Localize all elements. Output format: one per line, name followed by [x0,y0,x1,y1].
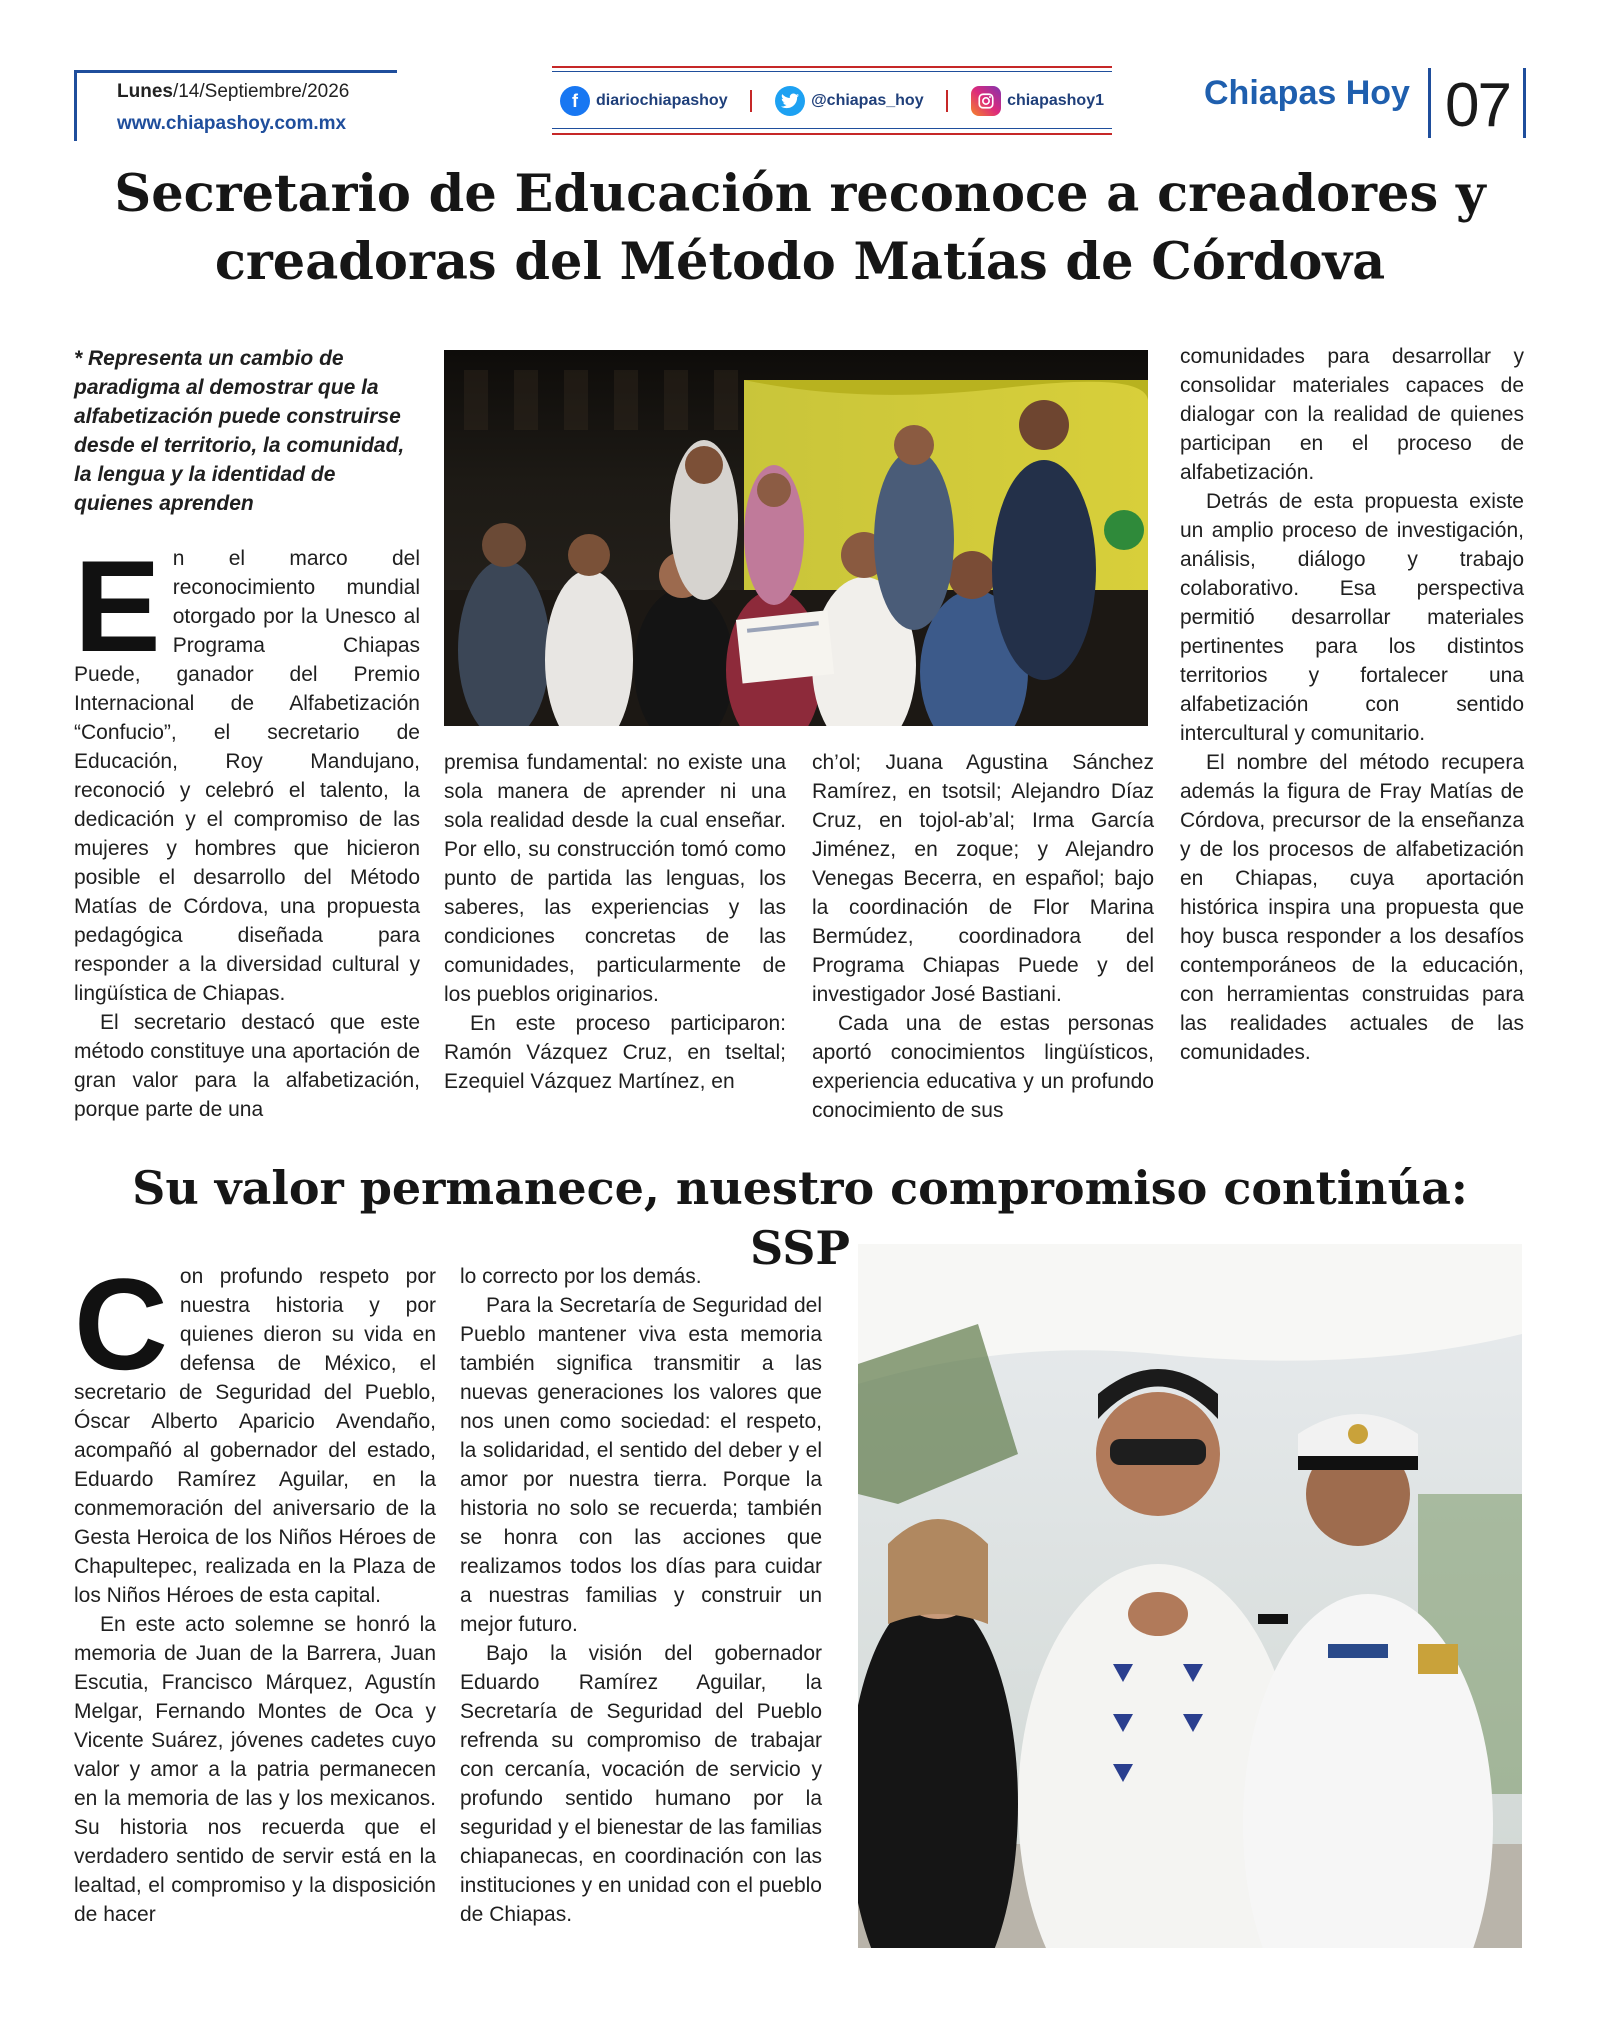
article1-paragraph: Cada una de estas personas aportó conocimientos lingüísticos, experiencia educativa y un profundo conocimiento de sus [812,1012,1154,1122]
article2-paragraph: on profundo respeto por nuestra historia y por quienes dieron su vida en defensa de México, el secretario de Seguridad del Pueblo, Óscar Alberto Aparicio Avendaño, acompañó al gobernador del estado, Eduardo Ramírez Aguilar, en la conmemoración del aniversario de la Gesta Heroica de los Niños Héroes de Chapultepec, realizada en la Plaza de los Niños Héroes de esta capital. [74,1265,436,1607]
article1-headline [90,160,1510,296]
twitter-link[interactable]: @chiapas_hoy [775,86,924,116]
article1-paragraph: El nombre del método recupera además la figura de Fray Matías de Córdova, precursor de la enseñanza y de los procesos de alfabetización en Chiapas, cuya aportación histórica inspira una propuesta que hoy busca responder a los desafíos contemporáneos de la educación, con herramientas construidas para las realidades actuales de las comunidades. [1180,751,1524,1064]
article1-drop-cap: E [74,533,161,679]
article2-column-1 [74,1251,436,1929]
article1-paragraph: Detrás de esta propuesta existe un amplio proceso de investigación, análisis, diálogo y trabajo colaborativo. Esa perspectiva permitió desarrollar materiales pertinentes para los distintos territorios y fortalecer una alfabetización con sentido intercultural y comunitario. [1180,490,1524,745]
social-separator [750,90,752,112]
article2-paragraph: Bajo la visión del gobernador Eduardo Ramírez Aguilar, la Secretaría de Seguridad del Pueblo refrenda su compromiso de trabajar con cercanía, vocación de servicio y profundo sentido humano por la seguridad y el bienestar de las familias chiapanecas, en coordinación con las instituciones y en unidad con el pueblo de Chiapas. [460,1642,822,1926]
article1-column-3 [812,748,1154,1125]
social-separator [946,90,948,112]
article1-column-1 [74,533,420,1124]
issue-date: Lunes/14/Septiembre/2026 [117,81,350,102]
article1-headline-line1: Secretario de Educación reconoce a creadores y [114,164,1486,224]
facebook-icon: f [560,86,590,116]
social-bottom-rule [552,128,1112,129]
article1-column-4 [1180,342,1524,1067]
article1-lead: * Representa un cambio de paradigma al demostrar que la alfabetización puede construirse desde el territorio, la comunidad, la lengua y la identidad de quienes aprenden [74,347,405,515]
article1-paragraph: El secretario destacó que este método constituye una aportación de gran valor para la alfabetización, porque parte de una [74,1011,420,1121]
twitter-icon [775,86,805,116]
article1-column-2 [444,748,786,1096]
article1-paragraph: comunidades para desarrollar y consolidar materiales capaces de dialogar con la realidad de quienes participan en el proceso de alfabetización. [1180,345,1524,484]
article2-paragraph: En este acto solemne se honró la memoria de Juan de la Barrera, Juan Escutia, Francisco Márquez, Agustín Melgar, Fernando Montes de Oca y Vicente Suárez, jóvenes cadetes cuyo valor y amor a la patria permanecen en la memoria de las y los mexicanos. Su historia nos recuerda que el verdadero sentido de servir está en la lealtad, el compromiso y la disposición de hacer [74,1613,436,1926]
article2-headline: Su valor permanece, nuestro compromiso continúa: SSP [132,1161,1468,1275]
article1-headline-line2: creadoras del Método Matías de Córdova [214,232,1386,292]
instagram-icon [971,86,1001,116]
article2-drop-cap: C [74,1251,168,1397]
article1-paragraph: premisa fundamental: no existe una sola manera de aprender ni una sola realidad desde la cual enseñar. Por ello, su construcción tomó como punto de partida las lenguas, los saberes, las experiencias y las condiciones concretas de las comunidades, particularmente de los pueblos originarios. [444,751,786,1006]
header-date-block [74,70,397,141]
article1-paragraph: n el marco del reconocimiento mundial otorgado por la Unesco al Programa Chiapas Puede, ganador del Premio Internacional de Alfabetización “Confucio”, el secretario de Educación, Roy Mandujano, reconoció y celebró el talento, la dedicación y el compromiso de las mujeres y hombres que hicieron posible el desarrollo del Método Matías de Córdova, una propuesta pedagógica diseñada para responder a la diversidad cultural y lingüística de Chiapas. [74,547,420,1005]
section-title: Chiapas Hoy [1204,74,1410,112]
social-bar [552,66,1112,136]
facebook-link[interactable]: f diariochiapashoy [560,86,728,116]
page-number-box [1428,68,1526,138]
social-bottom-rule-2 [552,133,1112,135]
article2-photo [858,1244,1522,1948]
article1-paragraph: ch’ol; Juana Agustina Sánchez Ramírez, en tsotsil; Alejandro Díaz Cruz, en tojol-ab’al; Irma García Jiménez, en zoque; y Alejandro Venegas Becerra, en español; bajo la coordinación de Flor Marina Bermúdez, coordinadora del Programa Chiapas Puede y del investigador José Bastiani. [812,751,1154,1006]
article2-paragraph: lo correcto por los demás. [460,1265,702,1288]
article1-paragraph: En este proceso participaron: Ramón Vázquez Cruz, en tseltal; Ezequiel Vázquez Martínez, en [444,1012,786,1093]
social-top-rule-2 [552,71,1112,72]
instagram-link[interactable]: chiapashoy1 [971,86,1104,116]
article1-photo [444,350,1148,726]
page-number: 07 [1445,71,1510,140]
social-top-rule [552,66,1112,68]
article2-paragraph: Para la Secretaría de Seguridad del Pueblo mantener viva esta memoria también significa transmitir a las nuevas generaciones los valores que nos unen como sociedad: el respeto, la solidaridad, el sentido del deber y el amor por nuestra tierra. Porque la historia no solo se recuerda; también se honra con las acciones que realizamos todos los días para cuidar a nuestras familias y construir un mejor futuro. [460,1294,822,1636]
website-link[interactable]: www.chiapashoy.com.mx [117,113,347,134]
article2-column-2 [460,1262,822,1929]
